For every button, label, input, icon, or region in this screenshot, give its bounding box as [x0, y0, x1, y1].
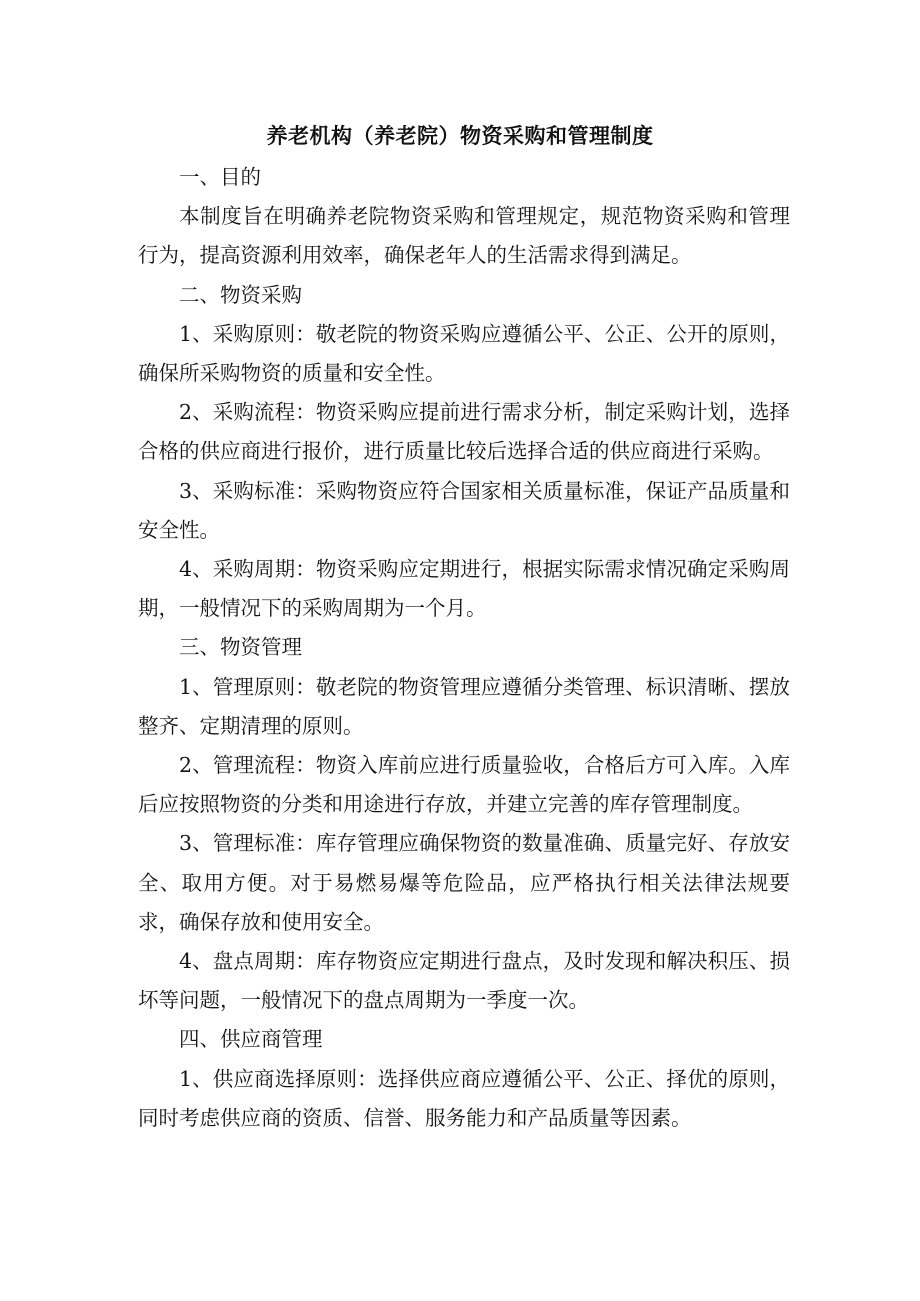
section-heading-purpose: 一、目的 — [179, 165, 261, 189]
management-item-standard: 3、管理标准：库存管理应确保物资的数量准确、质量完好、存放安全、取用方便。对于易燃易爆等危险品，应严格执行相关法律法规要求，确保存放和使用安全。 — [138, 831, 790, 934]
management-item-process: 2、管理流程：物资入库前应进行质量验收，合格后方可入库。入库后应按照物资的分类和用途进行存放，并建立完善的库存管理制度。 — [138, 753, 790, 817]
section-heading-management: 三、物资管理 — [179, 635, 302, 660]
procurement-item-process: 2、采购流程：物资采购应提前进行需求分析，制定采购计划，选择合格的供应商进行报价，进行质量比较后选择合适的供应商进行采购。 — [138, 400, 790, 464]
management-item-inventory-cycle: 4、盘点周期：库存物资应定期进行盘点，及时发现和解决积压、损坏等问题，一般情况下的盘点周期为一季度一次。 — [138, 949, 790, 1013]
paragraph-purpose: 本制度旨在明确养老院物资采购和管理规定，规范物资采购和管理行为，提高资源利用效率，确保老年人的生活需求得到满足。 — [138, 204, 790, 268]
supplier-item-selection-principle: 1、供应商选择原则：选择供应商应遵循公平、公正、择优的原则，同时考虑供应商的资质、信誉、服务能力和产品质量等因素。 — [138, 1066, 790, 1130]
section-heading-supplier: 四、供应商管理 — [179, 1027, 323, 1052]
document-title: 养老机构（养老院）物资采购和管理制度 — [266, 124, 654, 148]
management-item-principle: 1、管理原则：敬老院的物资管理应遵循分类管理、标识清晰、摆放整齐、定期清理的原则。 — [138, 674, 790, 738]
procurement-item-principle: 1、采购原则：敬老院的物资采购应遵循公平、公正、公开的原则，确保所采购物资的质量和安全性。 — [138, 321, 790, 386]
document-body — [138, 158, 790, 1138]
procurement-item-standard: 3、采购标准：采购物资应符合国家相关质量标准，保证产品质量和安全性。 — [138, 478, 790, 542]
procurement-item-cycle: 4、采购周期：物资采购应定期进行，根据实际需求情况确定采购周期，一般情况下的采购周期为一个月。 — [138, 557, 790, 621]
section-heading-procurement: 二、物资采购 — [179, 282, 302, 307]
